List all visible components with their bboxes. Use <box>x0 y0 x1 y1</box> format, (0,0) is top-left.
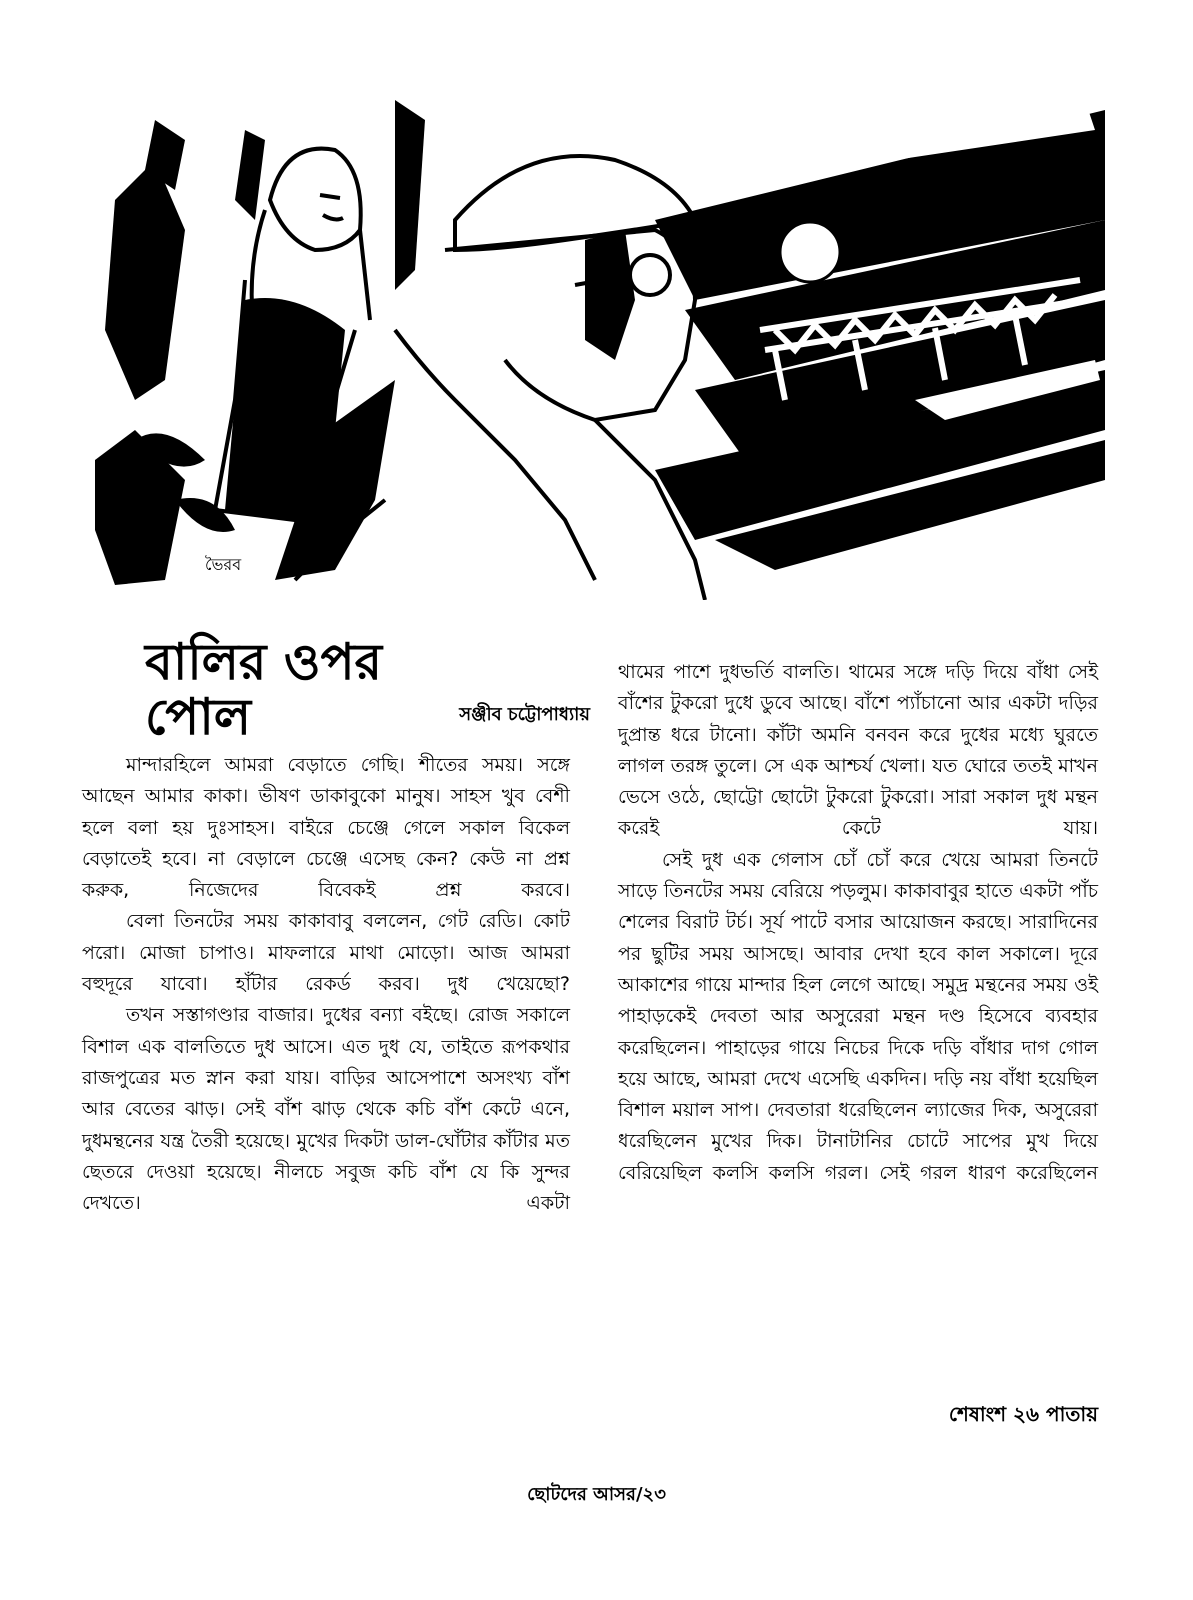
paragraph-1: মান্দারহিলে আমরা বেড়াতে গেছি। শীতের সময়। সঙ্গে আছেন আমার কাকা। ভীষণ ডাকাবুকো মানুষ। সাহস খুব বেশী হলে বলা হয় দুঃসাহস। বাইরে চেঞ্জে গেলে সকাল বিকেল বেড়াতেই হবে। না বেড়ালে চেঞ্জে এসেছ কেন? কেউ না প্রশ্ন করুক, নিজেদের বিবেকই প্রশ্ন করবে। <box>82 754 570 902</box>
page-footer: ছোটদের আসর/২৩ <box>527 1484 666 1505</box>
continued-note: শেষাংশ ২৬ পাতায় <box>948 1402 1098 1426</box>
paragraph-5: সেই দুধ এক গেলাস চোঁ চোঁ করে খেয়ে আমরা তিনটে সাড়ে তিনটের সময় বেরিয়ে পড়লুম। কাকাবাবুর হাতে একটা পাঁচ শেলের বিরাট টর্চ। সূর্য পাটে বসার আয়োজন করছে। সারাদিনের পর ছুটির সময় আসছে। আবার দেখা হবে কাল সকালে। দূরে আকাশের গায়ে মান্দার হিল লেগে আছে। সমুদ্র মন্থনের সময় ওই পাহাড়কেই দেবতা আর অসুরেরা মন্থন দণ্ড হিসেবে ব্যবহার করেছিলেন। পাহাড়ের গায়ে নিচের দিকে দড়ি বাঁধার দাগ গোল হয়ে আছে, আমরা দেখে এসেছি একদিন। দড়ি নয় বাঁধা হয়েছিল বিশাল ময়াল সাপ। দেবতারা ধরেছিলেন ল্যাজের দিক, অসুরেরা ধরেছিলেন মুখের দিক। টানাটানির চোটে সাপের মুখ দিয়ে বেরিয়েছিল কলসি কলসি গরল। সেই গরল ধারণ করেছিলেন <box>618 848 1098 1184</box>
left-column <box>82 750 570 1219</box>
man-figure <box>295 156 705 600</box>
paragraph-3: তখন সস্তাগণ্ডার বাজার। দুধের বন্যা বইছে। রোজ সকালে বিশাল এক বালতিতে দুধ আসে। এত দুধ যে, তাইতে রূপকথার রাজপুত্রের মত স্নান করা যায়। বাড়ির আসেপাশে অসংখ্য বাঁশ আর বেতের ঝাড়। সেই বাঁশ ঝাড় থেকে কচি বাঁশ কেটে এনে, দুধমন্থনের যন্ত্র তৈরী হয়েছে। মুখের দিকটা ডাল-ঘোঁটার কাঁটার মত ছেতরে দেওয়া হয়েছে। নীলচে সবুজ কচি বাঁশ যে কি সুন্দর দেখতে। একটা <box>82 1004 570 1215</box>
moon <box>780 222 840 282</box>
paragraph-2: বেলা তিনটের সময় কাকাবাবু বললেন, গেট রেডি। কোট পরো। মোজা চাপাও। মাফলারে মাথা মোড়ো। আজ আমরা বহুদূরে যাবো। হাঁটার রেকর্ড করব। দুধ খেয়েছো? <box>82 910 570 996</box>
author-name: সঞ্জীব চট্টোপাধ্যায় <box>459 704 590 725</box>
illustration-signature: ভৈরব <box>205 555 242 574</box>
right-column <box>618 657 1098 1189</box>
paragraph-4: থামের পাশে দুধভর্তি বালতি। থামের সঙ্গে দড়ি দিয়ে বাঁধা সেই বাঁশের টুকরো দুধে ডুবে আছে। বাঁশে প্যাঁচানো আর একটা দড়ির দুপ্রান্ত ধরে টানো। কাঁটা অমনি বনবন করে দুধের মধ্যে ঘুরতে লাগল তরঙ্গ তুলে। সে এক আশ্চর্য খেলা। যত ঘোরে ততই মাখন ভেসে ওঠে, ছোট্টো ছোটো টুকরো টুকরো। সারা সকাল দুধ মন্থন করেই কেটে যায়। <box>618 661 1098 840</box>
story-title: বালির ওপর পোল <box>145 633 383 746</box>
illustration-moonlit-bridge <box>95 100 1105 600</box>
man-hair <box>585 230 635 360</box>
